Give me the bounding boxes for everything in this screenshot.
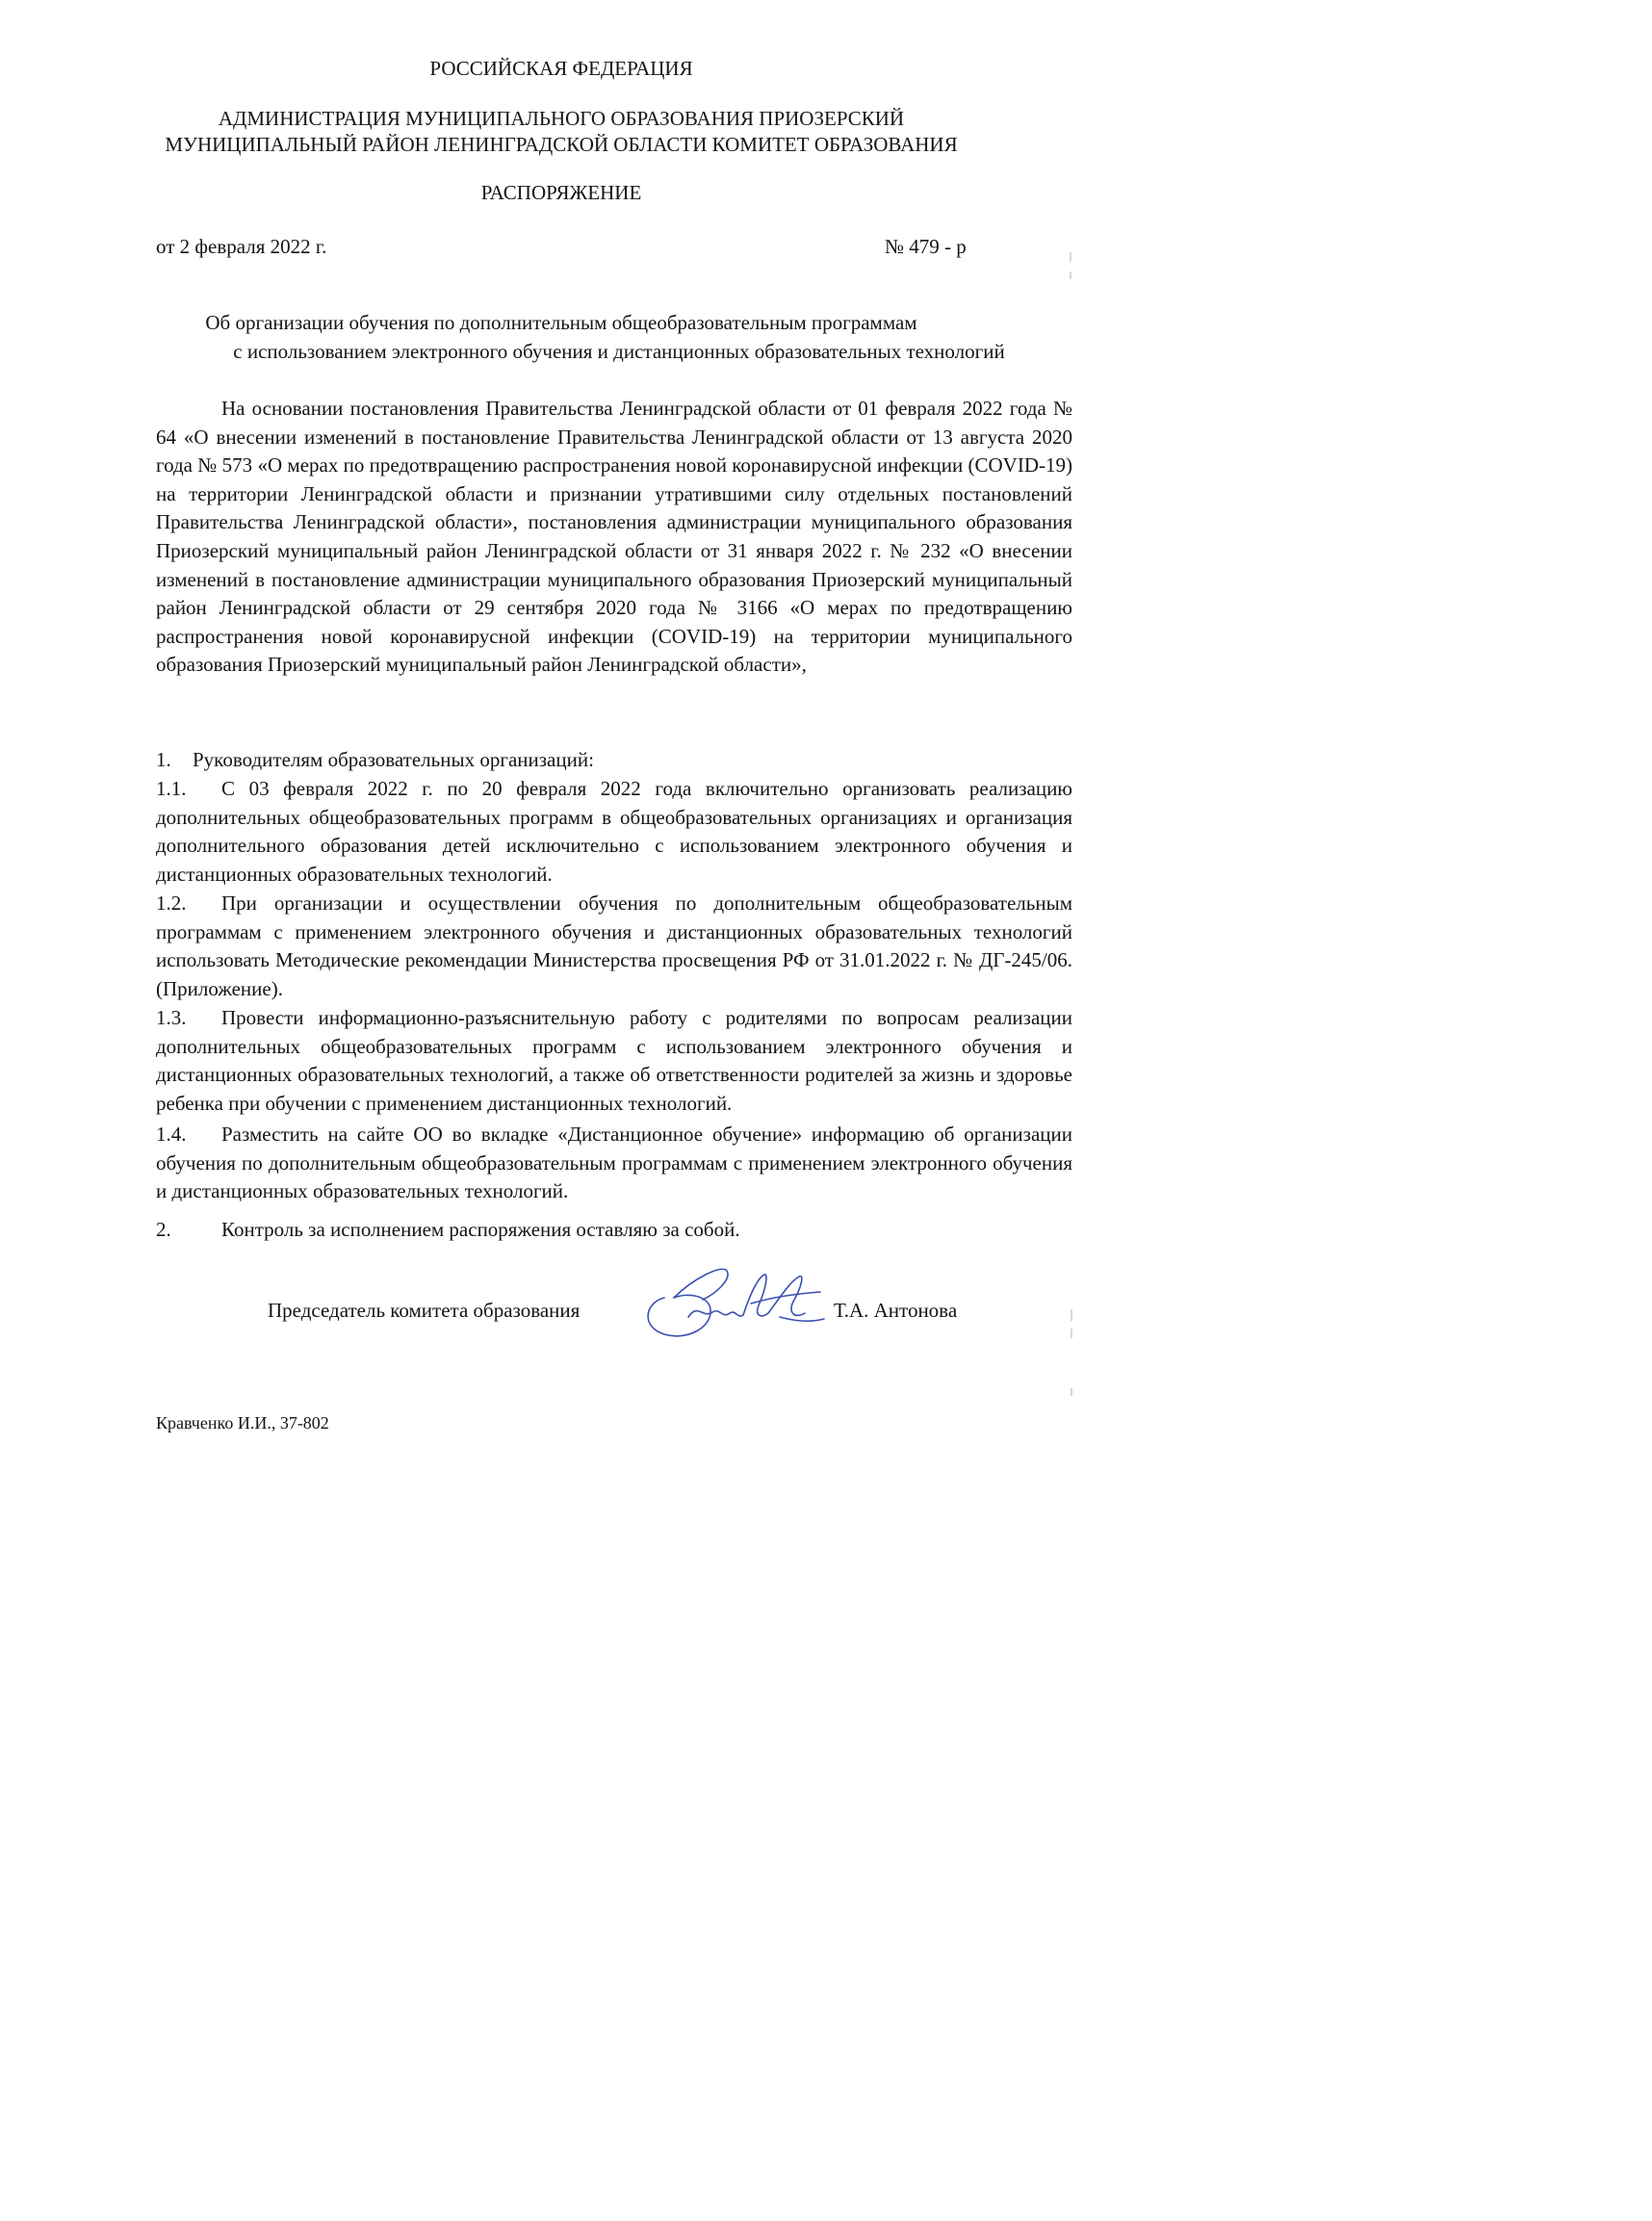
subject-line-1: Об организации обучения по дополнительным общеобразовательным программам [205,311,917,334]
document-type: РАСПОРЯЖЕНИЕ [480,181,642,204]
document-page [0,0,1123,1510]
list-item [156,1004,1072,1118]
list-item [156,1216,1072,1245]
list-item-text: Провести информационно-разъяснительную работу с родителями по вопросам реализации дополнительных общеобразовательных программ с использованием электронного обучения и дистанционных образовательных технологий, а также об ответственности родителей за жизнь и здоровье ребенка при обучении с применением дистанционных технологий. [156,1006,1072,1115]
list-item-number: 1.1. [156,777,187,800]
list-item-text: С 03 февраля 2022 г. по 20 февраля 2022 года включительно организовать реализацию дополнительных общеобразовательных программ в общеобразовательных организациях и организация дополнительного образования детей исключительно с использованием электронного обучения и дистанционных образовательных технологий. [156,777,1072,886]
scan-mark [1070,252,1071,262]
handwritten-signature [635,1259,828,1346]
org-heading-line-1: АДМИНИСТРАЦИЯ МУНИЦИПАЛЬНОГО ОБРАЗОВАНИЯ ПРИОЗЕРСКИЙ [218,107,905,130]
signatory-name: Т.А. Антонова [834,1299,958,1322]
list-item-text: При организации и осуществлении обучения по дополнительным общеобразовательным программам с применением электронного обучения и дистанционных образовательных технологий использовать Методические рекомендации Министерства просвещения РФ от 31.01.2022 г. № ДГ-245/06. (Приложение). [156,891,1072,1000]
country-heading: РОССИЙСКАЯ ФЕДЕРАЦИЯ [429,57,693,80]
list-item-text: Контроль за исполнением распоряжения оставляю за собой. [221,1218,740,1241]
list-item-text: Руководителям образовательных организаций: [193,748,594,771]
list-item-number: 2. [156,1218,171,1241]
scan-mark [1071,1388,1072,1396]
scan-mark [1071,1309,1072,1321]
subject-line-2: с использованием электронного обучения и дистанционных образовательных технологий [233,340,1005,363]
list-item-number: 1.4. [156,1123,187,1146]
preamble-paragraph: На основании постановления Правительства Ленинградской области от 01 февраля 2022 года № 64 «О внесении изменений в постановление Правительства Ленинградской области от 13 августа 2020 года № 573 «О мерах по предотвращению распространения новой коронавирусной инфекции (COVID-19) на территории Ленинградской области и признании утратившими силу отдельных постановлений Правительства Ленинградской области», постановления администрации муниципального образования Приозерский муниципальный район Ленинградской области от 31 января 2022 г. № 232 «О внесении изменений в постановление администрации муниципального образования Приозерский муниципальный район Ленинградской области от 29 сентября 2020 года № 3166 «О мерах по предотвращению распространения новой коронавирусной инфекции (COVID-19) на территории муниципального образования Приозерский муниципальный район Ленинградской области», [156,397,1072,677]
list-item-number: 1.3. [156,1006,187,1029]
list-item [156,890,1072,1003]
document-number: № 479 - р [885,235,967,258]
list-item-number: 1. [156,748,171,771]
signatory-position: Председатель комитета образования [268,1299,581,1322]
list-item [156,775,1072,889]
list-item-number: 1.2. [156,891,187,915]
executor-contact: Кравченко И.И., 37-802 [156,1413,329,1433]
list-item [156,1121,1072,1206]
document-date: от 2 февраля 2022 г. [156,235,327,258]
scan-mark [1070,271,1071,279]
scan-mark [1071,1329,1072,1338]
list-item-text: Разместить на сайте ОО во вкладке «Дистанционное обучение» информацию об организации обучения по дополнительным общеобразовательным программам с применением электронного обучения и дистанционных образовательных технологий. [156,1123,1072,1203]
list-item [156,746,1072,775]
org-heading-line-2: МУНИЦИПАЛЬНЫЙ РАЙОН ЛЕНИНГРАДСКОЙ ОБЛАСТИ КОМИТЕТ ОБРАЗОВАНИЯ [165,133,958,156]
